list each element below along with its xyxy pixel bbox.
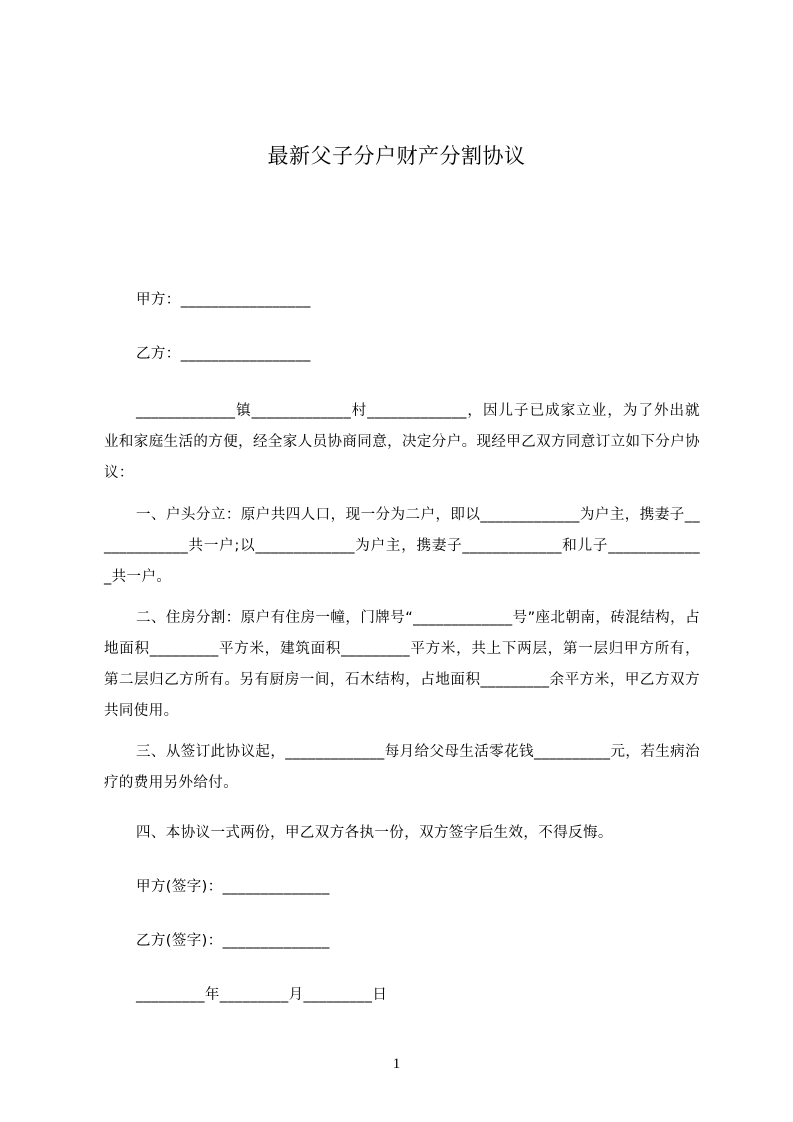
clause-living-allowance: 三、从签订此协议起，_____________每月给父母生活零花钱__________元，若生病治疗的费用另外给付。 [104, 744, 700, 791]
party-a-line: 甲方：_________________ [136, 292, 311, 308]
signature-party-b: 乙方(签字)：______________ [136, 933, 330, 949]
clause-housing-division: 二、住房分割：原户有住房一幢，门牌号“_____________号”座北朝南，砖混结构，占地面积_________平方米，建筑面积_________平方米，共上下两层，第一层归甲方所有，第二层归乙方所有。另有厨房一间，石木结构，占地面积_________余平方米，甲乙方双方共同使用。 [104, 610, 700, 719]
signing-date: _________年_________月_________日 [136, 987, 388, 1003]
document-title: 最新父子分户财产分割协议 [267, 144, 526, 168]
signature-party-a: 甲方(签字)：______________ [136, 879, 330, 895]
intro-paragraph: _____________镇_____________村_____________，因儿子已成家立业，为了外出就业和家庭生活的方便，经全家人员协商同意，决定分户。现经甲乙双方同意订立如下分户协议： [104, 403, 700, 481]
clause-household-split: 一、户头分立：原户共四人口，现一分为二户，即以_____________为户主，携妻子_____________共一户;以_____________为户主，携妻子_____________和儿子_____________共一户。 [104, 507, 700, 585]
party-b-line: 乙方：_________________ [136, 346, 311, 362]
clause-copies-validity: 四、本协议一式两份，甲乙双方各执一份，双方签字后生效，不得反悔。 [136, 825, 613, 841]
page-number: 1 [392, 1056, 401, 1072]
